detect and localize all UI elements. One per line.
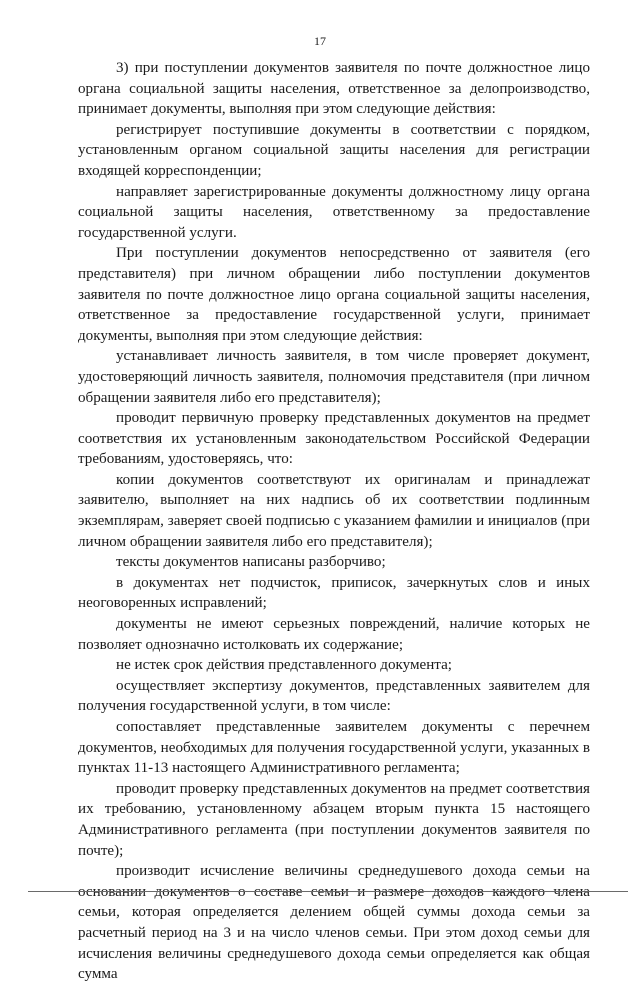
document-body — [78, 58, 590, 985]
paragraph: документы не имеют серьезных повреждений, наличие которых не позволяет однозначно истолковать их содержание; — [78, 616, 590, 653]
paragraph: 3) при поступлении документов заявителя по почте должностное лицо органа социальной защиты населения, ответственное за делопроизводство, принимает документы, выполняя при этом следующие действия: — [78, 60, 590, 118]
paragraph: устанавливает личность заявителя, в том числе проверяет документ, удостоверяющий личность заявителя, полномочия представителя (при личном обращении заявителя либо его представителя); — [78, 348, 590, 406]
paragraph: тексты документов написаны разборчиво; — [116, 554, 386, 571]
page-number: 17 — [314, 34, 326, 48]
paragraph: производит исчисление величины среднедушевого дохода семьи на основании документов о составе семьи и размере доходов каждого члена семьи, которая определяется делением общей суммы дохода семьи за расчетный период на 3 и на число членов семьи. При этом доход семьи для исчисления величины среднедушевого дохода семьи определяется как общая сумма — [78, 863, 590, 983]
paragraph: проводит первичную проверку представленных документов на предмет соответствия их установленным законодательством Российской Федерации требованиям, удостоверяясь, что: — [78, 410, 590, 468]
paragraph: регистрирует поступившие документы в соответствии с порядком, установленным органом социальной защиты населения для регистрации входящей корреспонденции; — [78, 121, 590, 179]
paragraph: осуществляет экспертизу документов, представленных заявителем для получения государственной услуги, в том числе: — [78, 677, 590, 715]
scan-edge-line — [28, 891, 628, 892]
paragraph: копии документов соответствуют их оригиналам и принадлежат заявителю, выполняет на них надпись об их соответствии подлинным экземплярам, заверяет своей подписью с указанием фамилии и инициалов (при личном обращении заявителя либо его представителя); — [78, 471, 590, 550]
paragraph: При поступлении документов непосредственно от заявителя (его представителя) при личном обращении либо поступлении документов заявителя по почте должностное лицо органа социальной защиты населения, ответственное за предоставление государственной услуги, принимает документы, выполняя при этом следующие действия: — [78, 245, 590, 344]
paragraph: сопоставляет представленные заявителем документы с перечнем документов, необходимых для получения государственной услуги, указанных в пунктах 11-13 настоящего Административного регламента; — [78, 719, 590, 777]
paragraph: проводит проверку представленных документов на предмет соответствия их требованию, установленному абзацем вторым пункта 15 настоящего Административного регламента (при поступлении документов заявителя по почте); — [78, 780, 590, 859]
paragraph: в документах нет подчисток, приписок, зачеркнутых слов и иных неоговоренных исправлений; — [78, 574, 590, 612]
paragraph: не истек срок действия представленного документа; — [116, 657, 452, 674]
paragraph: направляет зарегистрированные документы должностному лицу органа социальной защиты населения, ответственному за предоставление государственной услуги. — [78, 183, 590, 241]
